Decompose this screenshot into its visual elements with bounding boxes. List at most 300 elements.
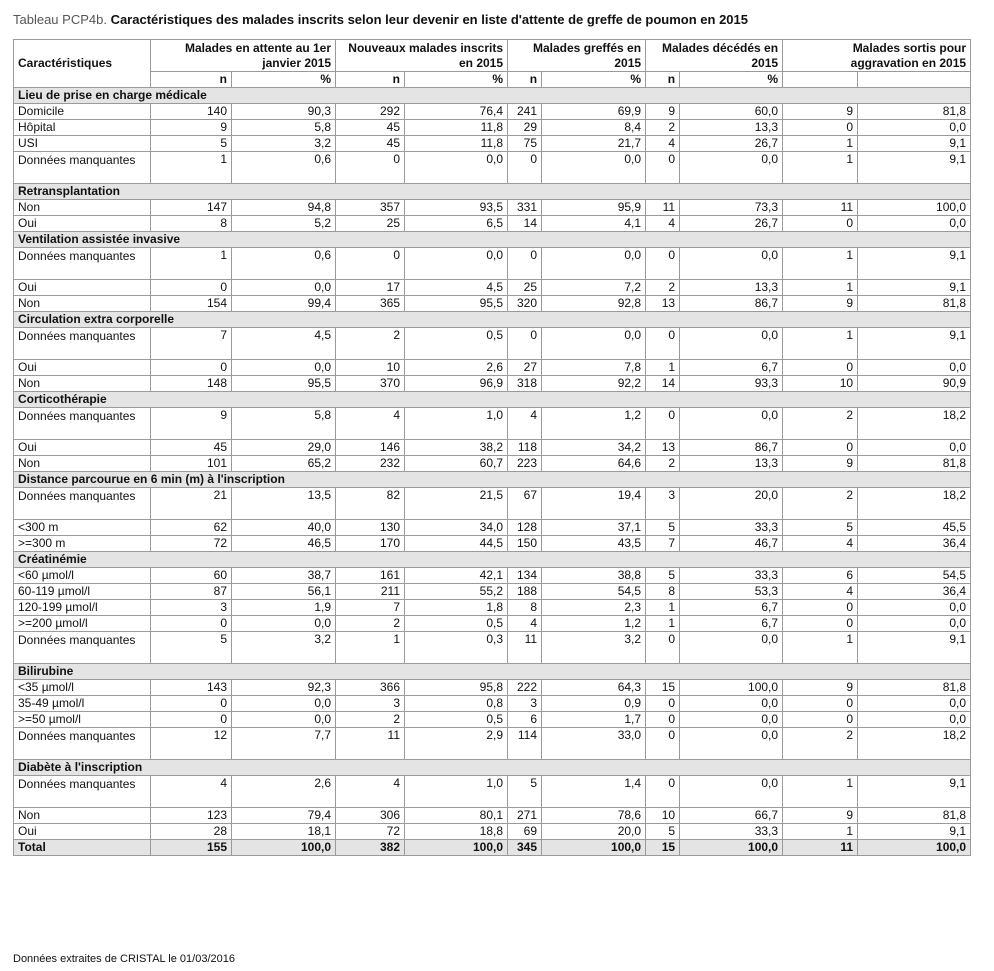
total-value-cell: 382 (336, 840, 405, 856)
table-row (14, 136, 971, 152)
value-cell: 0 (508, 152, 542, 184)
total-value-cell: 100,0 (858, 840, 971, 856)
value-cell: 1,4 (542, 776, 646, 808)
value-cell: 81,8 (858, 456, 971, 472)
value-cell: 45,5 (858, 520, 971, 536)
table-row (14, 600, 971, 616)
value-cell: 161 (336, 568, 405, 584)
value-cell: 0 (646, 248, 680, 280)
total-value-cell: 155 (151, 840, 232, 856)
header-group: Malades sortis pour aggravation en 2015 (783, 40, 971, 72)
value-cell: 9,1 (858, 776, 971, 808)
total-row (14, 840, 971, 856)
table-row (14, 360, 971, 376)
table-title (13, 12, 748, 27)
row-label: Non (14, 456, 151, 472)
value-cell: 5 (646, 520, 680, 536)
value-cell: 2 (336, 328, 405, 360)
value-cell: 96,9 (405, 376, 508, 392)
value-cell: 0 (783, 616, 858, 632)
row-label: Oui (14, 824, 151, 840)
header-group: Malades greffés en 2015 (508, 40, 646, 72)
value-cell: 55,2 (405, 584, 508, 600)
value-cell: 4 (336, 776, 405, 808)
value-cell: 0,5 (405, 616, 508, 632)
value-cell: 140 (151, 104, 232, 120)
value-cell: 5,8 (232, 408, 336, 440)
value-cell: 8,4 (542, 120, 646, 136)
value-cell: 54,5 (858, 568, 971, 584)
value-cell: 271 (508, 808, 542, 824)
value-cell: 99,4 (232, 296, 336, 312)
value-cell: 1 (151, 248, 232, 280)
value-cell: 64,6 (542, 456, 646, 472)
value-cell: 318 (508, 376, 542, 392)
table-row (14, 568, 971, 584)
value-cell: 0,0 (680, 632, 783, 664)
value-cell: 11 (783, 200, 858, 216)
value-cell: 5 (783, 520, 858, 536)
table-body (14, 40, 971, 856)
value-cell: 2,6 (405, 360, 508, 376)
total-value-cell: 100,0 (405, 840, 508, 856)
value-cell: 0,5 (405, 328, 508, 360)
value-cell: 0 (646, 632, 680, 664)
row-label: Données manquantes (14, 248, 151, 280)
value-cell: 0 (151, 696, 232, 712)
value-cell: 222 (508, 680, 542, 696)
value-cell: 1 (783, 152, 858, 184)
value-cell: 9 (783, 104, 858, 120)
value-cell: 0 (646, 776, 680, 808)
value-cell: 64,3 (542, 680, 646, 696)
value-cell: 1 (646, 360, 680, 376)
table-row (14, 296, 971, 312)
value-cell: 4 (646, 216, 680, 232)
row-label: Domicile (14, 104, 151, 120)
value-cell: 2 (336, 712, 405, 728)
value-cell: 1,2 (542, 408, 646, 440)
value-cell: 80,1 (405, 808, 508, 824)
value-cell: 0,0 (858, 360, 971, 376)
value-cell: 67 (508, 488, 542, 520)
value-cell: 2,9 (405, 728, 508, 760)
value-cell: 0,0 (858, 696, 971, 712)
value-cell: 3,2 (542, 632, 646, 664)
value-cell: 1 (783, 824, 858, 840)
value-cell: 13,3 (680, 456, 783, 472)
section-header-row (14, 552, 971, 568)
value-cell: 114 (508, 728, 542, 760)
data-table (13, 39, 971, 856)
value-cell: 92,2 (542, 376, 646, 392)
value-cell: 0 (336, 152, 405, 184)
total-value-cell: 15 (646, 840, 680, 856)
value-cell: 0,5 (405, 712, 508, 728)
table-row (14, 200, 971, 216)
value-cell: 2 (646, 456, 680, 472)
section-header-row (14, 664, 971, 680)
value-cell: 81,8 (858, 808, 971, 824)
table-row (14, 248, 971, 280)
header-group: Malades en attente au 1er janvier 2015 (151, 40, 336, 72)
value-cell: 2 (646, 280, 680, 296)
value-cell: 0 (783, 360, 858, 376)
value-cell: 1 (646, 616, 680, 632)
value-cell: 95,8 (405, 680, 508, 696)
value-cell: 2 (783, 488, 858, 520)
value-cell: 37,1 (542, 520, 646, 536)
table-number: Tableau PCP4b. (13, 12, 107, 27)
table-row (14, 680, 971, 696)
value-cell: 0,0 (858, 216, 971, 232)
value-cell: 78,6 (542, 808, 646, 824)
value-cell: 1 (151, 152, 232, 184)
value-cell: 2 (783, 408, 858, 440)
row-label: Non (14, 296, 151, 312)
row-label: Oui (14, 280, 151, 296)
value-cell: 3 (151, 600, 232, 616)
value-cell: 0,0 (680, 152, 783, 184)
value-cell: 25 (508, 280, 542, 296)
value-cell: 1,9 (232, 600, 336, 616)
value-cell: 3,2 (232, 136, 336, 152)
value-cell: 18,2 (858, 728, 971, 760)
table-row (14, 808, 971, 824)
value-cell: 46,5 (232, 536, 336, 552)
value-cell: 0 (783, 696, 858, 712)
value-cell: 6,7 (680, 600, 783, 616)
value-cell: 4,5 (232, 328, 336, 360)
value-cell: 92,3 (232, 680, 336, 696)
section-header-row (14, 232, 971, 248)
value-cell: 0,0 (680, 696, 783, 712)
value-cell: 1,7 (542, 712, 646, 728)
value-cell: 81,8 (858, 104, 971, 120)
value-cell: 40,0 (232, 520, 336, 536)
value-cell: 1 (783, 280, 858, 296)
value-cell: 0,0 (680, 728, 783, 760)
value-cell: 0,0 (858, 440, 971, 456)
value-cell: 7 (151, 328, 232, 360)
value-cell: 33,3 (680, 568, 783, 584)
value-cell: 170 (336, 536, 405, 552)
value-cell: 6 (783, 568, 858, 584)
value-cell: 34,0 (405, 520, 508, 536)
table-row (14, 712, 971, 728)
table-row (14, 456, 971, 472)
value-cell: 2 (646, 120, 680, 136)
value-cell: 7,8 (542, 360, 646, 376)
table-caption: Caractéristiques des malades inscrits selon leur devenir en liste d'attente de greffe de poumon en 2015 (106, 12, 748, 27)
value-cell: 8 (646, 584, 680, 600)
row-label: <300 m (14, 520, 151, 536)
table-row (14, 616, 971, 632)
value-cell: 0 (646, 728, 680, 760)
value-cell: 0 (783, 712, 858, 728)
value-cell: 0 (646, 328, 680, 360)
value-cell: 7 (646, 536, 680, 552)
table-row (14, 328, 971, 360)
value-cell: 0,0 (232, 616, 336, 632)
value-cell: 1 (783, 776, 858, 808)
value-cell: 13,3 (680, 120, 783, 136)
value-cell: 1 (646, 600, 680, 616)
value-cell: 60 (151, 568, 232, 584)
value-cell: 232 (336, 456, 405, 472)
value-cell: 86,7 (680, 296, 783, 312)
value-cell: 0 (151, 712, 232, 728)
value-cell: 11 (508, 632, 542, 664)
row-label: <35 µmol/l (14, 680, 151, 696)
value-cell: 92,8 (542, 296, 646, 312)
row-label: >=50 µmol/l (14, 712, 151, 728)
value-cell: 100,0 (680, 680, 783, 696)
value-cell: 7,7 (232, 728, 336, 760)
value-cell: 1 (783, 328, 858, 360)
section-header-row (14, 472, 971, 488)
value-cell: 9 (646, 104, 680, 120)
value-cell: 13 (646, 440, 680, 456)
table-row (14, 216, 971, 232)
value-cell: 4 (783, 584, 858, 600)
row-label: 120-199 µmol/l (14, 600, 151, 616)
subheader-cell (858, 72, 971, 88)
table-row (14, 408, 971, 440)
value-cell: 5,2 (232, 216, 336, 232)
value-cell: 14 (508, 216, 542, 232)
section-header-row (14, 312, 971, 328)
value-cell: 0,6 (232, 152, 336, 184)
value-cell: 1 (336, 632, 405, 664)
value-cell: 3 (646, 488, 680, 520)
header-row (14, 40, 971, 72)
header-group: Nouveaux malades inscrits en 2015 (336, 40, 508, 72)
row-label: 60-119 µmol/l (14, 584, 151, 600)
source-note: Données extraites de CRISTAL le 01/03/2016 (13, 953, 235, 965)
value-cell: 29,0 (232, 440, 336, 456)
value-cell: 331 (508, 200, 542, 216)
value-cell: 43,5 (542, 536, 646, 552)
row-label: Non (14, 200, 151, 216)
value-cell: 3 (508, 696, 542, 712)
row-label: Oui (14, 216, 151, 232)
subheader-cell (783, 72, 858, 88)
value-cell: 18,8 (405, 824, 508, 840)
value-cell: 28 (151, 824, 232, 840)
table-row (14, 376, 971, 392)
value-cell: 0,0 (542, 152, 646, 184)
value-cell: 90,3 (232, 104, 336, 120)
value-cell: 42,1 (405, 568, 508, 584)
value-cell: 95,9 (542, 200, 646, 216)
value-cell: 0,0 (680, 776, 783, 808)
value-cell: 1 (783, 248, 858, 280)
value-cell: 8 (508, 600, 542, 616)
value-cell: 90,9 (858, 376, 971, 392)
value-cell: 6 (508, 712, 542, 728)
table-row (14, 536, 971, 552)
value-cell: 9 (151, 120, 232, 136)
value-cell: 46,7 (680, 536, 783, 552)
total-label: Total (14, 840, 151, 856)
value-cell: 33,3 (680, 824, 783, 840)
row-label: Données manquantes (14, 632, 151, 664)
value-cell: 100,0 (858, 200, 971, 216)
section-title: Bilirubine (14, 664, 971, 680)
value-cell: 93,5 (405, 200, 508, 216)
value-cell: 223 (508, 456, 542, 472)
value-cell: 2,3 (542, 600, 646, 616)
value-cell: 45 (336, 120, 405, 136)
value-cell: 1 (783, 136, 858, 152)
value-cell: 9,1 (858, 152, 971, 184)
value-cell: 5 (508, 776, 542, 808)
value-cell: 0 (336, 248, 405, 280)
value-cell: 12 (151, 728, 232, 760)
section-title: Retransplantation (14, 184, 971, 200)
value-cell: 150 (508, 536, 542, 552)
value-cell: 148 (151, 376, 232, 392)
value-cell: 79,4 (232, 808, 336, 824)
value-cell: 4,1 (542, 216, 646, 232)
value-cell: 101 (151, 456, 232, 472)
subheader-cell: n (646, 72, 680, 88)
value-cell: 10 (336, 360, 405, 376)
value-cell: 9,1 (858, 328, 971, 360)
value-cell: 0 (646, 152, 680, 184)
value-cell: 95,5 (232, 376, 336, 392)
value-cell: 4 (646, 136, 680, 152)
row-label: Hôpital (14, 120, 151, 136)
row-label: Non (14, 376, 151, 392)
value-cell: 4 (508, 616, 542, 632)
value-cell: 81,8 (858, 680, 971, 696)
table-row (14, 152, 971, 184)
value-cell: 0,0 (232, 360, 336, 376)
table-row (14, 696, 971, 712)
value-cell: 370 (336, 376, 405, 392)
value-cell: 53,3 (680, 584, 783, 600)
value-cell: 17 (336, 280, 405, 296)
section-header-row (14, 184, 971, 200)
value-cell: 118 (508, 440, 542, 456)
value-cell: 93,3 (680, 376, 783, 392)
row-label: Non (14, 808, 151, 824)
value-cell: 134 (508, 568, 542, 584)
value-cell: 0,0 (858, 712, 971, 728)
value-cell: 11 (646, 200, 680, 216)
value-cell: 76,4 (405, 104, 508, 120)
value-cell: 56,1 (232, 584, 336, 600)
section-title: Créatinémie (14, 552, 971, 568)
row-label: Données manquantes (14, 328, 151, 360)
row-label: Données manquantes (14, 728, 151, 760)
value-cell: 60,7 (405, 456, 508, 472)
value-cell: 147 (151, 200, 232, 216)
value-cell: 0,0 (232, 712, 336, 728)
row-label: >=200 µmol/l (14, 616, 151, 632)
value-cell: 38,7 (232, 568, 336, 584)
table-row (14, 520, 971, 536)
value-cell: 21,5 (405, 488, 508, 520)
value-cell: 9 (783, 808, 858, 824)
value-cell: 10 (783, 376, 858, 392)
section-title: Diabète à l'inscription (14, 760, 971, 776)
value-cell: 62 (151, 520, 232, 536)
header-characteristics: Caractéristiques (14, 40, 151, 88)
section-header-row (14, 760, 971, 776)
value-cell: 34,2 (542, 440, 646, 456)
total-value-cell: 345 (508, 840, 542, 856)
value-cell: 0 (783, 440, 858, 456)
header-group: Malades décédés en 2015 (646, 40, 783, 72)
row-label: 35-49 µmol/l (14, 696, 151, 712)
subheader-cell: % (405, 72, 508, 88)
value-cell: 0,8 (405, 696, 508, 712)
value-cell: 9,1 (858, 632, 971, 664)
value-cell: 0 (783, 120, 858, 136)
value-cell: 9,1 (858, 248, 971, 280)
subheader-cell: n (508, 72, 542, 88)
value-cell: 15 (646, 680, 680, 696)
value-cell: 20,0 (680, 488, 783, 520)
value-cell: 75 (508, 136, 542, 152)
value-cell: 0 (783, 216, 858, 232)
value-cell: 0,0 (405, 152, 508, 184)
value-cell: 95,5 (405, 296, 508, 312)
value-cell: 241 (508, 104, 542, 120)
value-cell: 128 (508, 520, 542, 536)
row-label: USI (14, 136, 151, 152)
value-cell: 0,0 (680, 408, 783, 440)
value-cell: 21,7 (542, 136, 646, 152)
section-header-row (14, 392, 971, 408)
value-cell: 0,0 (680, 248, 783, 280)
value-cell: 0,0 (232, 696, 336, 712)
value-cell: 9 (783, 456, 858, 472)
value-cell: 18,2 (858, 408, 971, 440)
value-cell: 1,2 (542, 616, 646, 632)
value-cell: 19,4 (542, 488, 646, 520)
value-cell: 82 (336, 488, 405, 520)
value-cell: 0 (508, 328, 542, 360)
value-cell: 13 (646, 296, 680, 312)
value-cell: 188 (508, 584, 542, 600)
value-cell: 4,5 (405, 280, 508, 296)
value-cell: 69,9 (542, 104, 646, 120)
value-cell: 9,1 (858, 136, 971, 152)
value-cell: 81,8 (858, 296, 971, 312)
value-cell: 292 (336, 104, 405, 120)
value-cell: 9 (783, 680, 858, 696)
value-cell: 27 (508, 360, 542, 376)
value-cell: 45 (151, 440, 232, 456)
value-cell: 0 (646, 696, 680, 712)
value-cell: 13,5 (232, 488, 336, 520)
value-cell: 4 (336, 408, 405, 440)
value-cell: 54,5 (542, 584, 646, 600)
value-cell: 2 (336, 616, 405, 632)
value-cell: 38,2 (405, 440, 508, 456)
table-row (14, 120, 971, 136)
subheader-row (14, 72, 971, 88)
section-title: Circulation extra corporelle (14, 312, 971, 328)
value-cell: 2,6 (232, 776, 336, 808)
value-cell: 69 (508, 824, 542, 840)
table-row (14, 584, 971, 600)
value-cell: 0,0 (858, 616, 971, 632)
